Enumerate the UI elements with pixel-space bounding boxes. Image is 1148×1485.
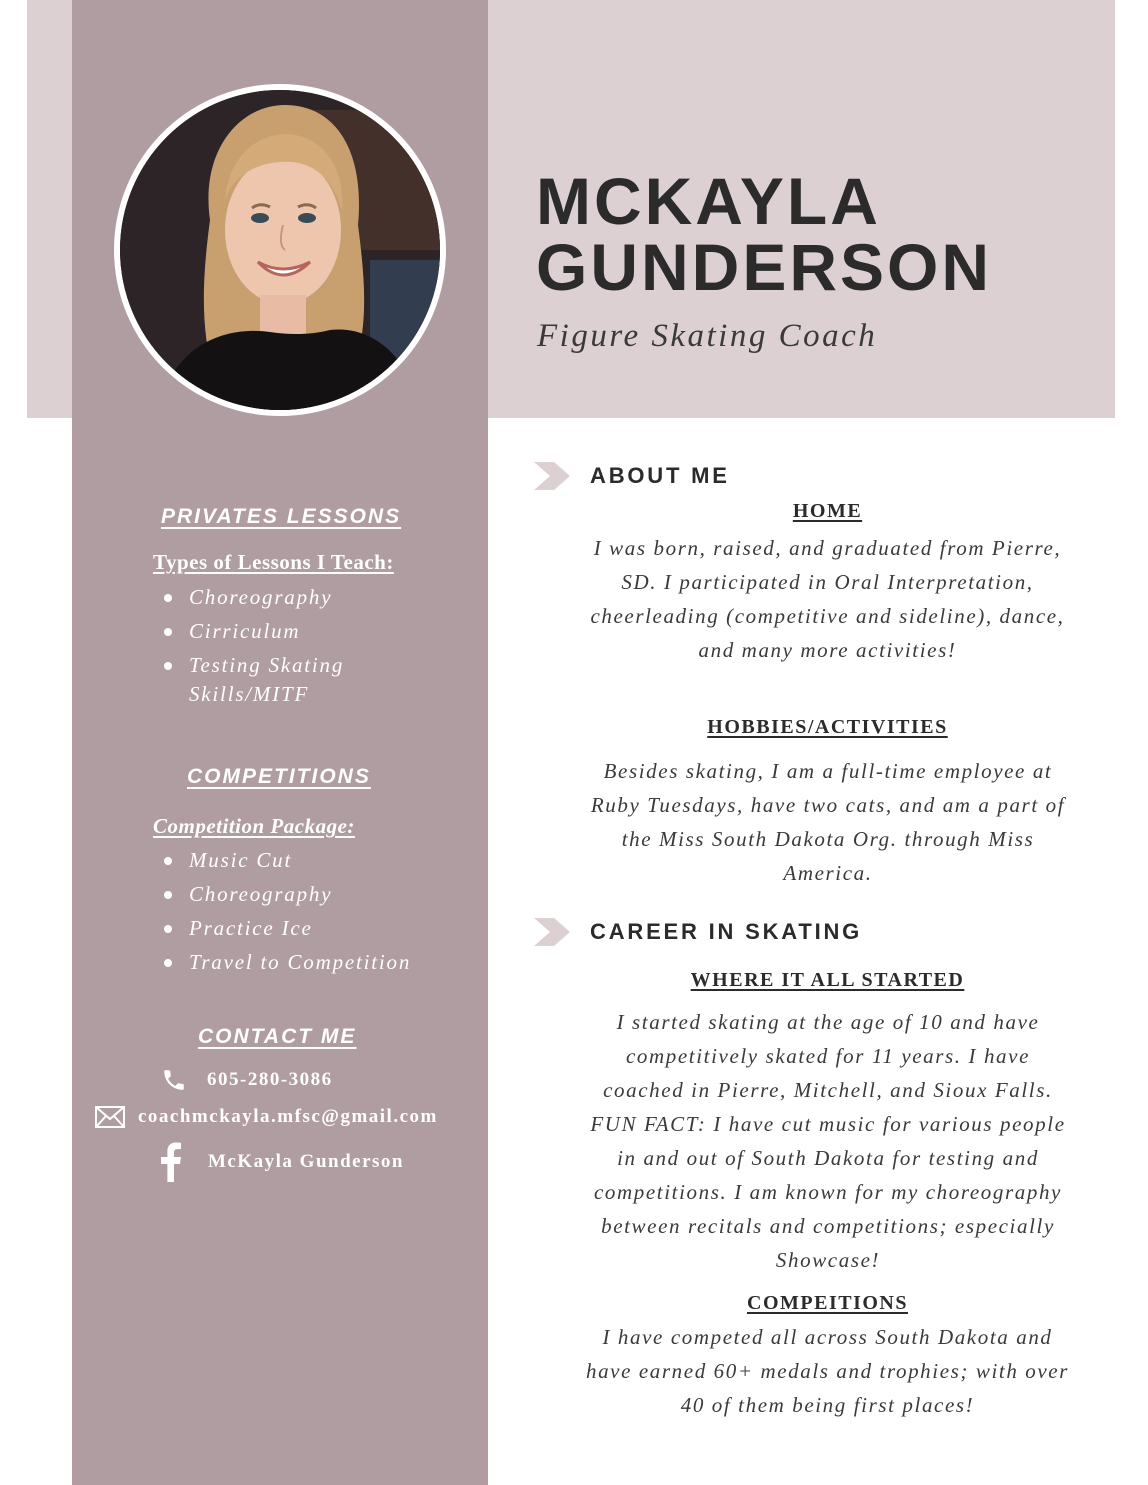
- home-paragraph: I was born, raised, and graduated from Pierre, SD. I participated in Oral Interpretation, cheerleading (competitive and sideline), dance, and many more activities!: [590, 536, 1065, 662]
- competitions-subheading: COMPEITIONS: [747, 1292, 908, 1314]
- portrait-illustration: [120, 90, 440, 410]
- hobbies-paragraph: Besides skating, I am a full-time employee at Ruby Tuesdays, have two cats, and am a part of the Miss South Dakota Org. through Miss America.: [590, 759, 1066, 885]
- competition-package-list: [161, 843, 411, 979]
- list-item: Choreography: [161, 877, 411, 911]
- phone-icon: [158, 1066, 190, 1094]
- list-item: Travel to Competition: [161, 945, 411, 979]
- phone-number: 605-280-3086: [207, 1069, 333, 1090]
- contact-email[interactable]: [94, 1104, 438, 1130]
- list-item: Music Cut: [161, 843, 411, 877]
- lesson-types-list: [161, 580, 344, 682]
- chevron-right-icon: [534, 918, 574, 946]
- about-me-section-header: [534, 462, 730, 490]
- list-item-continuation: Skills/MITF: [189, 682, 310, 706]
- mail-icon: [94, 1104, 126, 1130]
- private-lessons-heading: PRIVATES LESSONS: [161, 505, 402, 528]
- career-section-header: [534, 918, 862, 946]
- job-title: Figure Skating Coach: [537, 318, 878, 354]
- facebook-name: McKayla Gunderson: [208, 1151, 404, 1172]
- profile-photo: [114, 84, 446, 416]
- hobbies-subheading: HOBBIES/ACTIVITIES: [707, 716, 948, 738]
- competition-package-subheading: Competition Package:: [153, 814, 355, 838]
- competitions-heading: COMPETITIONS: [187, 765, 371, 788]
- contact-heading: CONTACT ME: [198, 1025, 357, 1048]
- home-subheading: HOME: [792, 500, 863, 522]
- name-last: GUNDERSON: [536, 230, 993, 304]
- list-item: Choreography: [161, 580, 344, 614]
- career-heading: CAREER IN SKATING: [590, 919, 863, 944]
- lesson-types-subheading: Types of Lessons I Teach:: [153, 550, 394, 574]
- list-item: Cirriculum: [161, 614, 344, 648]
- about-me-heading: ABOUT ME: [590, 463, 730, 488]
- list-item: Practice Ice: [161, 911, 411, 945]
- email-address: coachmckayla.mfsc@gmail.com: [138, 1106, 438, 1127]
- person-name: [536, 164, 1096, 304]
- chevron-right-icon: [534, 462, 574, 490]
- where-it-started-subheading: WHERE IT ALL STARTED: [690, 969, 965, 991]
- contact-phone[interactable]: [158, 1066, 333, 1094]
- where-it-started-paragraph: I started skating at the age of 10 and have competitively skated for 11 years. I have coached in Pierre, Mitchell, and Sioux Falls. FUN FACT: I have cut music for various people in and out of South Dakota for testing and competitions. I am known for my choreography between recitals and competitions; especially Showcase!: [590, 1010, 1066, 1272]
- competitions-paragraph: I have competed all across South Dakota and have earned 60+ medals and trophies; with over 40 of them being first places!: [585, 1325, 1069, 1417]
- contact-facebook[interactable]: [160, 1141, 404, 1183]
- list-item: Testing Skating: [161, 648, 344, 682]
- name-first: MCKAYLA: [536, 164, 881, 238]
- facebook-icon: [160, 1141, 182, 1183]
